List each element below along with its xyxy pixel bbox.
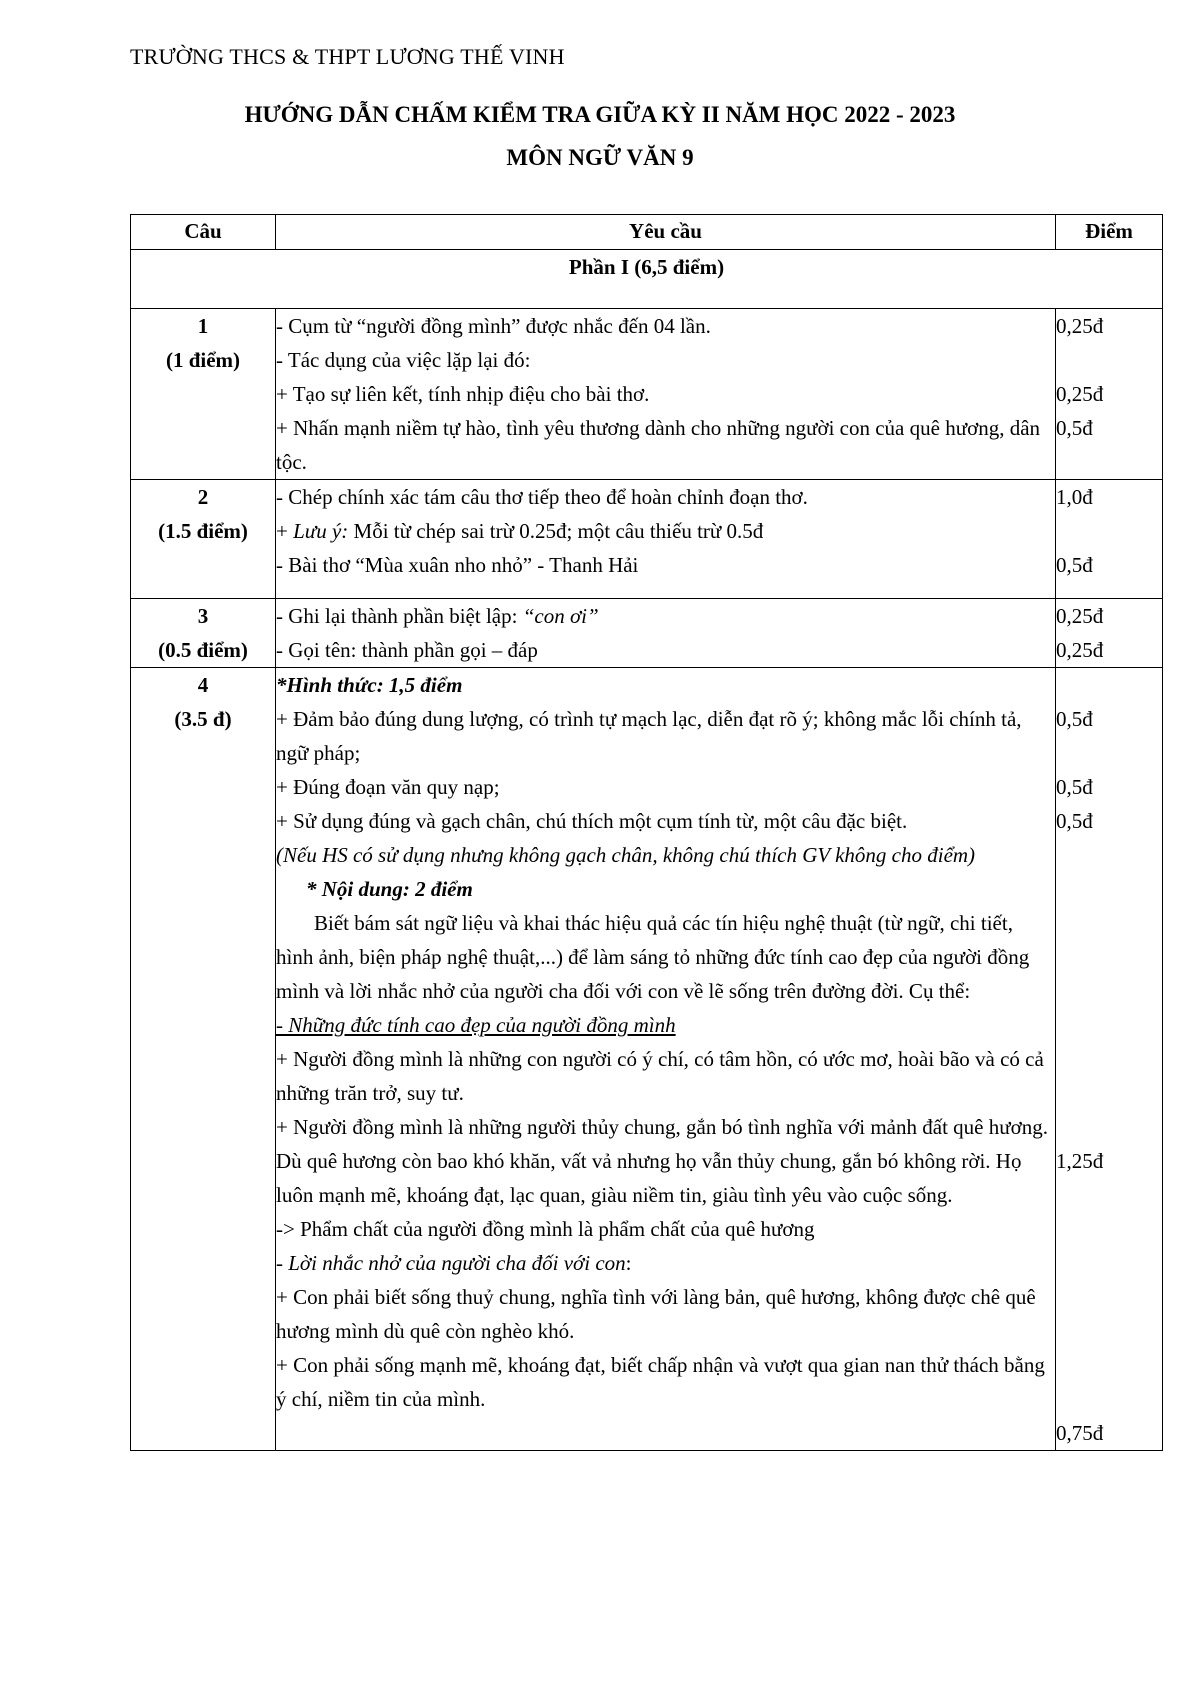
requirement-line: + Đúng đoạn văn quy nạp; (276, 775, 500, 799)
score-value: 1,25đ (1056, 1149, 1104, 1173)
question-cell-4 (131, 668, 276, 1451)
score-value: 0,5đ (1056, 707, 1093, 731)
question-number: 2 (197, 485, 209, 509)
note-prefix: + (276, 519, 294, 543)
section-title: Phần I (6,5 điểm) (131, 250, 1163, 309)
question-number: 3 (197, 604, 209, 628)
form-note: (Nếu HS có sử dụng nhưng không gạch chân, không chú thích GV không cho điểm) (276, 843, 976, 867)
document-title: HƯỚNG DẪN CHẤM KIỂM TRA GIỮA KỲ II NĂM HỌC 2022 - 2023 (244, 102, 956, 127)
question-number: 4 (197, 673, 209, 697)
requirement-line: + Nhấn mạnh niềm tự hào, tình yêu thương dành cho những người con của quê hương, dân tộc. (276, 416, 1041, 474)
grading-table (130, 214, 1163, 1451)
score-value: 0,25đ (1056, 638, 1104, 662)
requirement-cell-1 (276, 309, 1056, 480)
subsection-heading: - Những đức tính cao đẹp của người đồng mình (276, 1013, 676, 1037)
question-cell-2 (131, 480, 276, 599)
question-row-4 (131, 668, 1163, 1451)
requirement-line (276, 514, 1055, 548)
requirement-cell-4 (276, 668, 1056, 1451)
score-value: 0,5đ (1056, 553, 1093, 577)
score-value: 0,5đ (1056, 416, 1093, 440)
score-cell-4 (1056, 668, 1163, 1451)
section-row (131, 250, 1163, 309)
question-row-3 (131, 599, 1163, 668)
requirement-cell-3 (276, 599, 1056, 668)
requirement-line: + Tạo sự liên kết, tính nhịp điệu cho bài thơ. (276, 382, 650, 406)
header-question: Câu (131, 215, 276, 250)
subsection-heading-text: - Lời nhắc nhở của người cha đối với con (276, 1251, 626, 1275)
score-value (1056, 343, 1162, 377)
question-points: (1 điểm) (165, 348, 241, 372)
header-requirement: Yêu cầu (276, 215, 1056, 250)
score-value: 0,25đ (1056, 314, 1104, 338)
question-cell-3 (131, 599, 276, 668)
requirement-line: -> Phẩm chất của người đồng mình là phẩm chất của quê hương (276, 1217, 815, 1241)
requirement-line (276, 599, 1055, 633)
question-number: 1 (197, 314, 209, 338)
requirement-line: + Đảm bảo đúng dung lượng, có trình tự mạch lạc, diễn đạt rõ ý; không mắc lỗi chính tả, ngữ pháp; (276, 707, 1022, 765)
requirement-line: + Người đồng mình là những con người có ý chí, có tâm hồn, có ước mơ, hoài bão và có cả những trăn trở, suy tư. (276, 1047, 1044, 1105)
note-label: Lưu ý: (293, 519, 349, 543)
question-points: (1.5 điểm) (158, 519, 248, 543)
score-value (1056, 514, 1162, 548)
score-cell-3 (1056, 599, 1163, 668)
subsection-colon: : (625, 1251, 632, 1275)
requirement-line: + Người đồng mình là những người thủy chung, gắn bó tình nghĩa với mảnh đất quê hương. Dù quê hương còn bao khó khăn, vất vả nhưng họ vẫn thủy chung, gắn bó không rời. Họ luôn mạnh mẽ, khoáng đạt, lạc quan, giàu niềm tin, giàu tình yêu vào cuộc sống. (276, 1115, 1048, 1207)
requirement-line: - Tác dụng của việc lặp lại đó: (276, 348, 531, 372)
requirement-line: + Con phải biết sống thuỷ chung, nghĩa tình với làng bản, quê hương, không được chê quê hương mình dù quê còn nghèo khó. (276, 1285, 1036, 1343)
score-value: 1,0đ (1056, 485, 1093, 509)
score-value: 0,5đ (1056, 775, 1093, 799)
table-header-row (131, 215, 1163, 250)
score-value: 0,5đ (1056, 809, 1093, 833)
score-value: 0,25đ (1056, 604, 1104, 628)
quoted-phrase: “con ơi” (522, 604, 599, 628)
requirement-line: - Cụm từ “người đồng mình” được nhắc đến 04 lần. (276, 314, 711, 338)
requirement-line: + Con phải sống mạnh mẽ, khoáng đạt, biết chấp nhận và vượt qua gian nan thử thách bằng ý chí, niềm tin của mình. (276, 1353, 1045, 1411)
form-heading: *Hình thức: 1,5 điểm (276, 673, 463, 697)
note-text: Mỗi từ chép sai trừ 0.25đ; một câu thiếu trừ 0.5đ (348, 519, 764, 543)
requirement-cell-2 (276, 480, 1056, 599)
school-name: TRƯỜNG THCS & THPT LƯƠNG THẾ VINH (130, 44, 565, 69)
header-score: Điểm (1056, 215, 1163, 250)
question-points: (3.5 đ) (174, 707, 232, 731)
question-row-1 (131, 309, 1163, 480)
score-cell-2 (1056, 480, 1163, 599)
question-cell-1 (131, 309, 276, 480)
content-intro: Biết bám sát ngữ liệu và khai thác hiệu quả các tín hiệu nghệ thuật (từ ngữ, chi tiết, hình ảnh, biện pháp nghệ thuật,...) để làm sáng tỏ những đức tính cao đẹp của người đồng mình và lời nhắc nhở của người cha đối với con về lẽ sống trên đường đời. Cụ thể: (276, 911, 1030, 1003)
requirement-line: + Sử dụng đúng và gạch chân, chú thích một cụm tính từ, một câu đặc biệt. (276, 809, 908, 833)
requirement-prefix: - Ghi lại thành phần biệt lập: (276, 604, 523, 628)
content-heading: * Nội dung: 2 điểm (306, 877, 473, 901)
question-points: (0.5 điểm) (158, 638, 248, 662)
subsection-heading (276, 1246, 1055, 1280)
score-value: 0,25đ (1056, 382, 1104, 406)
question-row-2 (131, 480, 1163, 599)
document-subtitle: MÔN NGỮ VĂN 9 (506, 145, 694, 170)
score-cell-1 (1056, 309, 1163, 480)
score-value: 0,75đ (1056, 1421, 1104, 1445)
requirement-line: - Bài thơ “Mùa xuân nho nhỏ” - Thanh Hải (276, 553, 639, 577)
requirement-line: - Gọi tên: thành phần gọi – đáp (276, 638, 538, 662)
requirement-line: - Chép chính xác tám câu thơ tiếp theo để hoàn chỉnh đoạn thơ. (276, 485, 808, 509)
